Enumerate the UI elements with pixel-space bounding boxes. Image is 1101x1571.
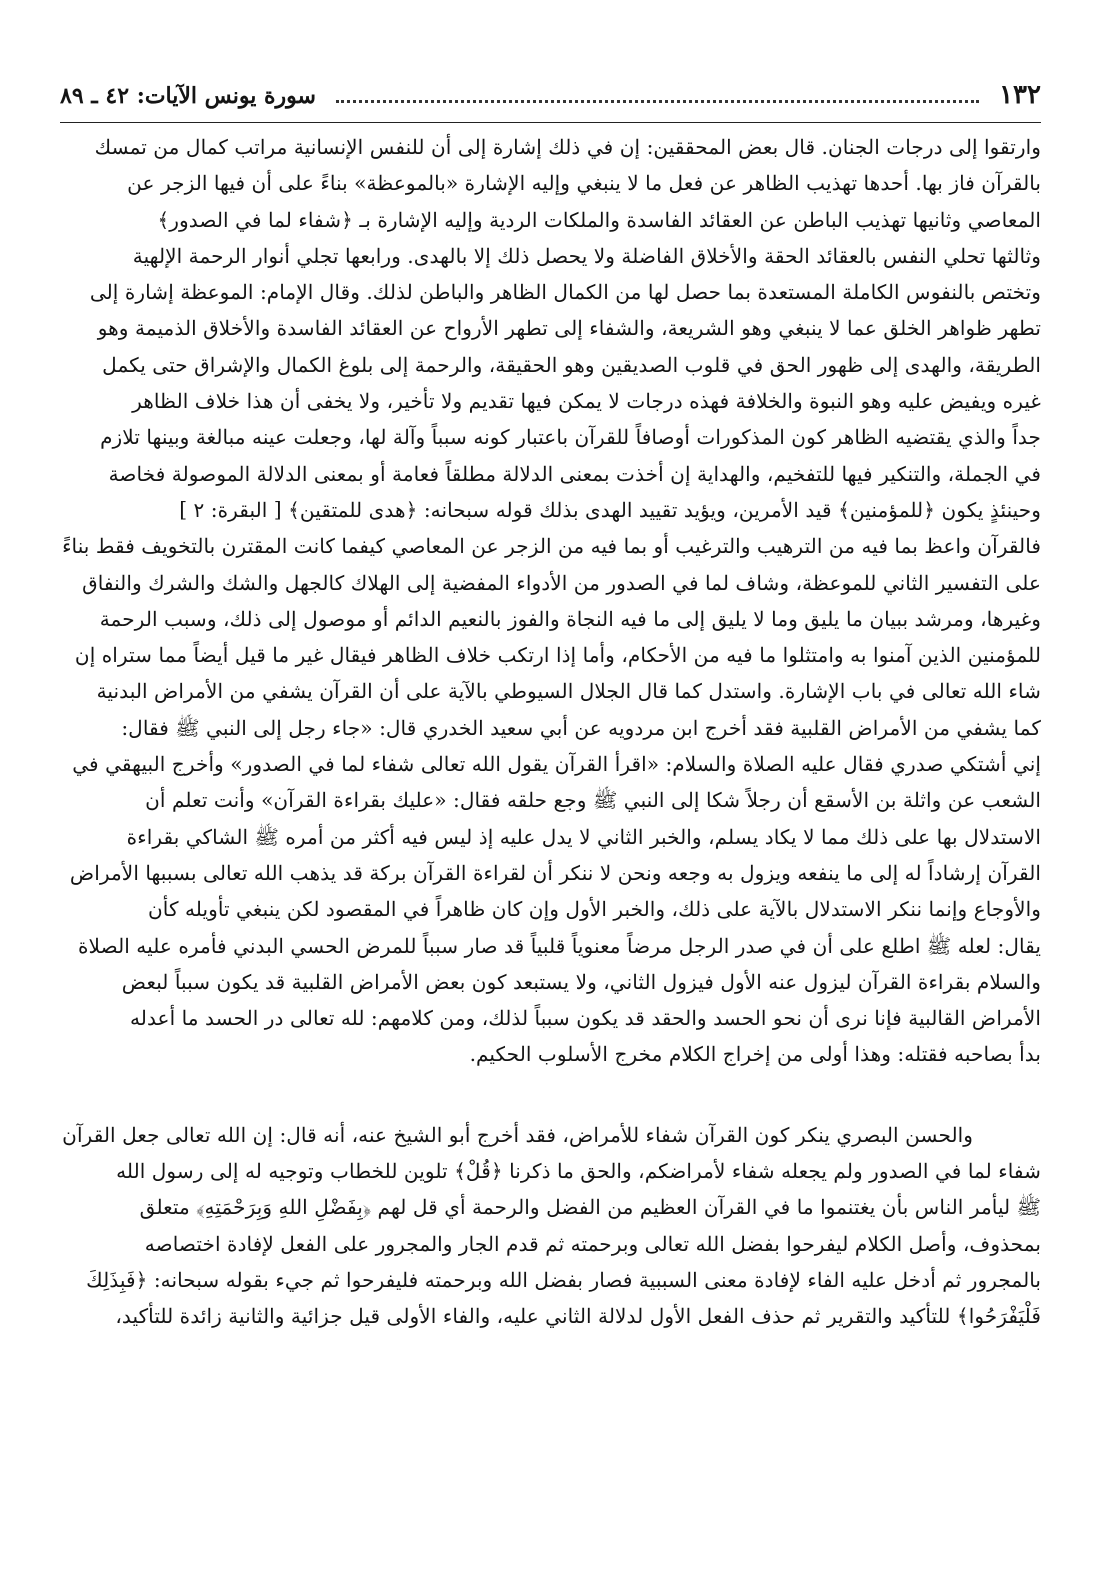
text-line: بمحذوف، وأصل الكلام ليفرحوا بفضل الله تعالى وبرحمته ثم قدم الجار والمجرور على الفعل لإفادة اختصاصه (144, 1231, 1041, 1256)
text-line: شاء الله تعالى في باب الإشارة. واستدل كما قال الجلال السيوطي بالآية على أن القرآن يشفي من الأمراض البدنية (96, 679, 1041, 704)
text-line: يقال: لعله ﷺ اطلع على أن في صدر الرجل مرضاً معنوياً قلبياً قد صار سبباً للمرض الحسي البدني فأمره عليه الصلاة (77, 933, 1041, 958)
page-number: ١٣٢ (999, 80, 1041, 110)
text-line: وتختص بالنفوس الكاملة المستعدة بما حصل لها من الكمال الظاهر والباطن لذلك. وقال الإمام: الموعظة إشارة إلى (89, 280, 1041, 305)
section-title: سورة يونس الآيات: ٤٢ ـ ٨٩ (60, 83, 316, 109)
text-line: الاستدلال بها على ذلك مما لا يكاد يسلم، والخبر الثاني لا يدل عليه إذ ليس فيه أكثر من أمره ﷺ الشاكي بقراءة (126, 824, 1041, 849)
header-rule (60, 122, 1041, 123)
text-line: وارتقوا إلى درجات الجنان. قال بعض المحققين: إن في ذلك إشارة إلى أن للنفس الإنسانية مراتب كمال من تمسك (94, 135, 1041, 159)
text-line: فالقرآن واعظ بما فيه من الترهيب والترغيب أو بما فيه من الزجر عن المعاصي كيفما كانت المقترن بالتخويف فقط بناءً (62, 534, 1041, 559)
text-line: الشعب عن واثلة بن الأسقع أن رجلاً شكا إلى النبي ﷺ وجع حلقه فقال: «عليك بقراءة القرآن» وأنت تعلم أن (145, 788, 1041, 813)
text-line: المعاصي وثانيها تهذيب الباطن عن العقائد الفاسدة والملكات الردية وإليه الإشارة بـ ﴿شفاء لما في الصدور﴾ (157, 207, 1041, 232)
text-line: والأوجاع وإنما ننكر الاستدلال بالآية على ذلك، والخبر الأول وإن كان ظاهراً في المقصود لكن ينبغي تأويله كأن (147, 897, 1041, 922)
text-line: وثالثها تحلي النفس بالعقائد الحقة والأخلاق الفاضلة ولا يحصل ذلك إلا بالهدى. ورابعها تجلي أنوار الرحمة الإلهية (132, 243, 1041, 268)
text-line: إني أشتكي صدري فقال عليه الصلاة والسلام: «اقرأ القرآن يقول الله تعالى شفاء لما في الصدور» وأخرج البيهقي في (72, 752, 1041, 777)
page-header (60, 80, 1041, 122)
text-line: بدأ بصاحبه فقتله: وهذا أولى من إخراج الكلام مخرج الأسلوب الحكيم. (469, 1042, 1041, 1067)
text-line: وحينئذٍ يكون ﴿للمؤمنين﴾ قيد الأمرين، ويؤيد تقييد الهدى بذلك قوله سبحانه: ﴿هدى للمتقين﴾ [ البقرة: ٢ ] (179, 497, 1041, 522)
text-line: الطريقة، والهدى إلى ظهور الحق في قلوب الصديقين وهو الحقيقة، والرحمة إلى بلوغ الكمال والإشراق حتى يكمل (102, 352, 1041, 377)
text-line: جداً والذي يقتضيه الظاهر كون المذكورات أوصافاً للقرآن باعتبار كونه سبباً وآلة لها، وجعلت عينه مبالغة وبينها تلازم (100, 425, 1041, 450)
text-line: ﷺ ليأمر الناس بأن يغتنموا ما في القرآن العظيم من الفضل والرحمة أي قل لهم ﴿بِفَضْلِ اللهِ وَبِرَحْمَتِهِ﴾ متعلق (139, 1195, 1041, 1220)
text-line: بالمجرور ثم أدخل عليه الفاء لإفادة معنى السببية فصار بفضل الله وبرحمته فليفرحوا ثم جيء بقوله سبحانه: ﴿فَبِذَلِكَ (86, 1267, 1041, 1292)
text-line: الأمراض القالبية فإنا نرى أن نحو الحسد والحقد قد يكون سبباً لذلك، ومن كلامهم: لله تعالى در الحسد ما أعدله (129, 1006, 1041, 1031)
header-dot-leader (336, 86, 979, 103)
paragraph-1 (60, 129, 1041, 1073)
main-text (60, 129, 1041, 1335)
text-line: وغيرها، ومرشد ببيان ما يليق وما لا يليق إلى ما فيه النجاة والفوز بالنعيم الدائم أو موصول إلى ذلك، وسبب الرحمة (99, 606, 1041, 631)
text-line: على التفسير الثاني للموعظة، وشاف لما في الصدور من الأدواء المفضية إلى الهلاك كالجهل والشك والشرك والنفاق (82, 570, 1041, 595)
text-line: كما يشفي من الأمراض القلبية فقد أخرج ابن مردويه عن أبي سعيد الخدري قال: «جاء رجل إلى النبي ﷺ فقال: (121, 715, 1041, 740)
text-line: والحسن البصري ينكر كون القرآن شفاء للأمراض، فقد أخرج أبو الشيخ عنه، أنه قال: إن الله تعالى جعل القرآن (62, 1122, 973, 1147)
text-line: في الجملة، والتنكير فيها للتفخيم، والهداية إن أخذت بمعنى الدلالة مطلقاً فعامة أو بمعنى الدلالة الموصولة فخاصة (108, 461, 1041, 486)
paragraph-2 (60, 1117, 1041, 1335)
text-line: القرآن إرشاداً له إلى ما ينفعه ويزول به وجعه ونحن لا ننكر أن لقراءة القرآن بركة قد يذهب الله تعالى بسببها الأمراض (69, 860, 1041, 885)
text-line: شفاء لما في الصدور ولم يجعله شفاء لأمراضكم، والحق ما ذكرنا ﴿قُلْ﴾ تلوين للخطاب وتوجيه له إلى رسول الله (116, 1159, 1041, 1184)
text-line: بالقرآن فاز بها. أحدها تهذيب الظاهر عن فعل ما لا ينبغي وإليه الإشارة «بالموعظة» بناءً على أن فيها الزجر عن (127, 171, 1041, 196)
text-line: تطهر ظواهر الخلق عما لا ينبغي وهو الشريعة، والشفاء إلى تطهر الأرواح عن العقائد الفاسدة والأخلاق الذميمة وهو (97, 316, 1041, 341)
text-line: والسلام بقراءة القرآن ليزول عنه الأول فيزول الثاني، ولا يستبعد كون بعض الأمراض القلبية قد يكون سبباً لبعض (121, 969, 1041, 994)
text-line: للمؤمنين الذين آمنوا به وامتثلوا ما فيه من الأحكام، وأما إذا ارتكب خلاف الظاهر فيقال غير ما قيل أيضاً مما ستراه إن (74, 643, 1041, 668)
text-line: غيره ويفيض عليه وهو النبوة والخلافة فهذه درجات لا يمكن فيها تقديم ولا تأخير، ولا يخفى أن هذا خلاف الظاهر (132, 389, 1041, 414)
text-line: فَلْيَفْرَحُوا﴾ للتأكيد والتقرير ثم حذف الفعل الأول لدلالة الثاني عليه، والفاء الأولى قيل جزائية والثانية زائدة للتأكيد، (115, 1304, 1041, 1329)
